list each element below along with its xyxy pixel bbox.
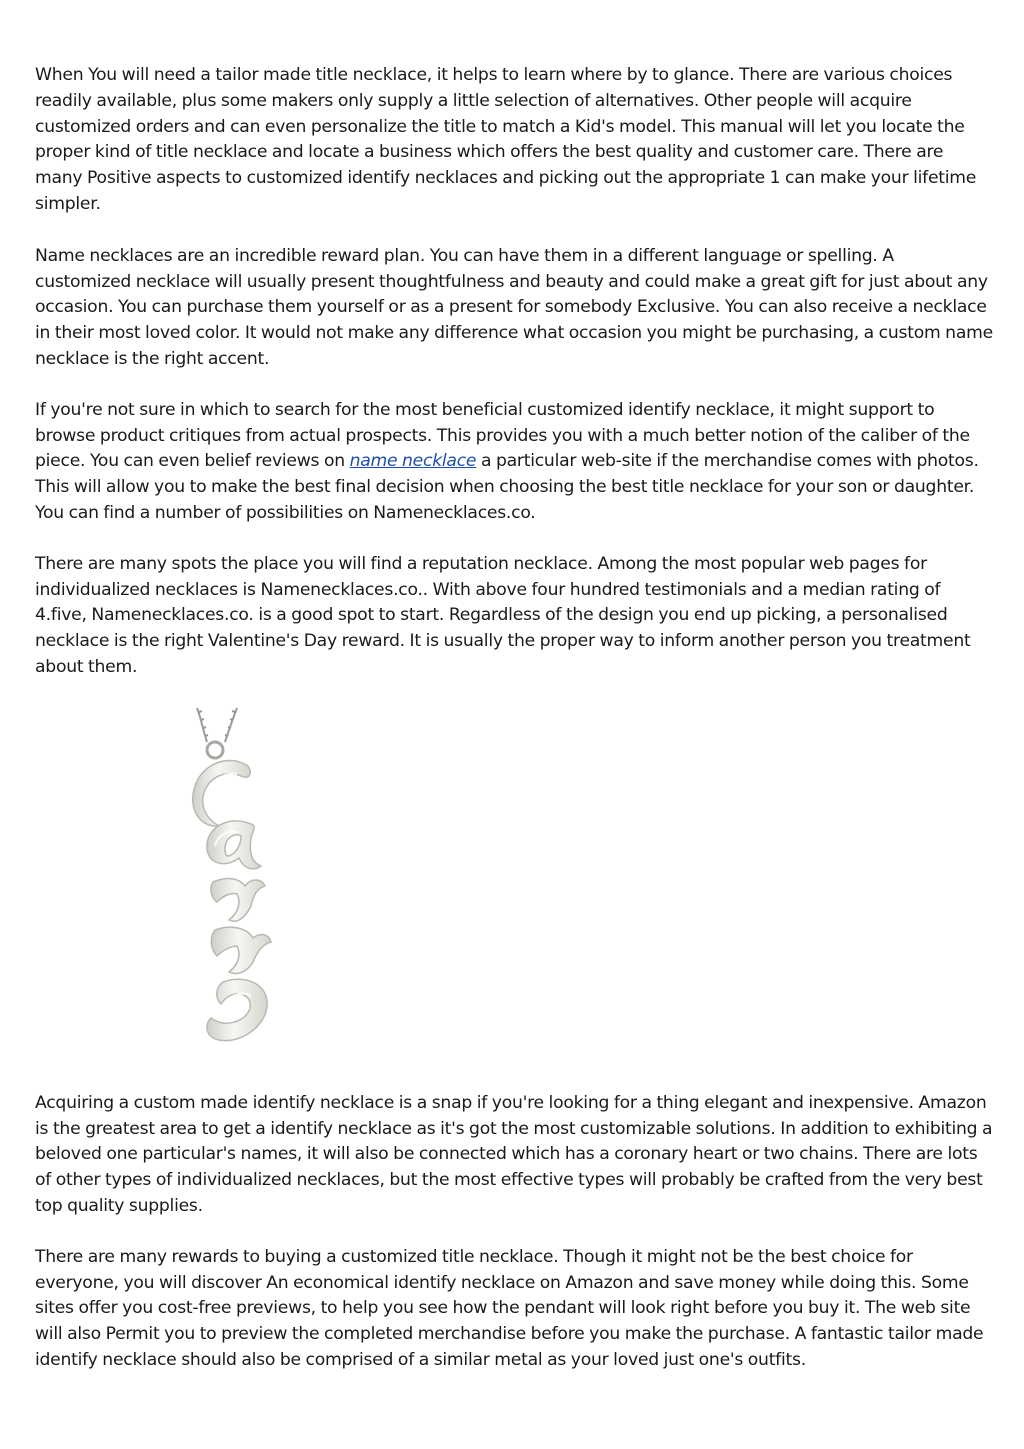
paragraph-3-text-before: If you're not sure in which to search for the most beneficial customized identify necklace, it might support to browse product critiques from actual prospects. This provides you with a much better notion of the caliber of the piece. You can even belief reviews on bbox=[35, 399, 970, 472]
bail-icon bbox=[207, 742, 223, 758]
chain-icon bbox=[197, 708, 237, 742]
necklace-figure bbox=[35, 706, 993, 1062]
paragraph-5: Acquiring a custom made identify necklace is a snap if you're looking for a thing elegant and inexpensive. Amazon is the greatest area to get a identify necklace as it's got the most customizable solutions. In addition to exhibiting a beloved one particular's names, it will also be connected which has a coronary heart or two chains. There are lots of other types of individualized necklaces, but the most effective types will probably be crafted from the very best top quality supplies. bbox=[35, 1092, 993, 1216]
article-body bbox=[35, 63, 993, 1399]
paragraph-3 bbox=[35, 398, 993, 527]
paragraph-3-text-after: a particular web-site if the merchandise comes with photos. This will allow you to make the best final decision when choosing the best title necklace for your son or daughter. You can find a number of possibilities on Namenecklaces.co. bbox=[35, 451, 979, 523]
paragraph-4: There are many spots the place you will find a reputation necklace. Among the most popular web pages for individualized necklaces is Namenecklaces.co.. With above four hundred testimonials and a median rating of 4.five, Namenecklaces.co. is a good spot to start. Regardless of the design you end up picking, a personalised necklace is the right Valentine's Day reward. It is usually the proper way to inform another person you treatment about them. bbox=[35, 553, 971, 677]
paragraph-6: There are many rewards to buying a customized title necklace. Though it might not be the best choice for everyone, you will discover An economical identify necklace on Amazon and save money while doing this. Some sites offer you cost-free previews, to help you see how the pendant will look right before you buy it. The web site will also Permit you to preview the completed merchandise before you make the purchase. A fantastic tailor made identify necklace should also be comprised of a similar metal as your loved just one's outfits. bbox=[35, 1246, 984, 1370]
paragraph-1: When You will need a tailor made title necklace, it helps to learn where by to glance. There are various choices readily available, plus some makers only supply a little selection of alternatives. Other people will acquire customized orders and can even personalize the title to match a Kid's model. This manual will let you locate the proper kind of title necklace and locate a business which offers the best quality and customer care. There are many Positive aspects to customized identify necklaces and picking out the appropriate 1 can make your lifetime simpler. bbox=[35, 65, 977, 214]
silver-name-necklace-image bbox=[153, 706, 313, 1062]
paragraph-2: Name necklaces are an incredible reward plan. You can have them in a different language or spelling. A customized necklace will usually present thoughtfulness and beauty and could make a great gift for just about any occasion. You can purchase them yourself or as a present for somebody Exclusive. You can also receive a necklace in their most loved color. It would not make any difference what occasion you might be purchasing, a custom name necklace is the right accent. bbox=[35, 245, 993, 369]
script-letters-icon bbox=[193, 760, 271, 1040]
name-necklace-link[interactable]: name necklace bbox=[349, 451, 477, 472]
